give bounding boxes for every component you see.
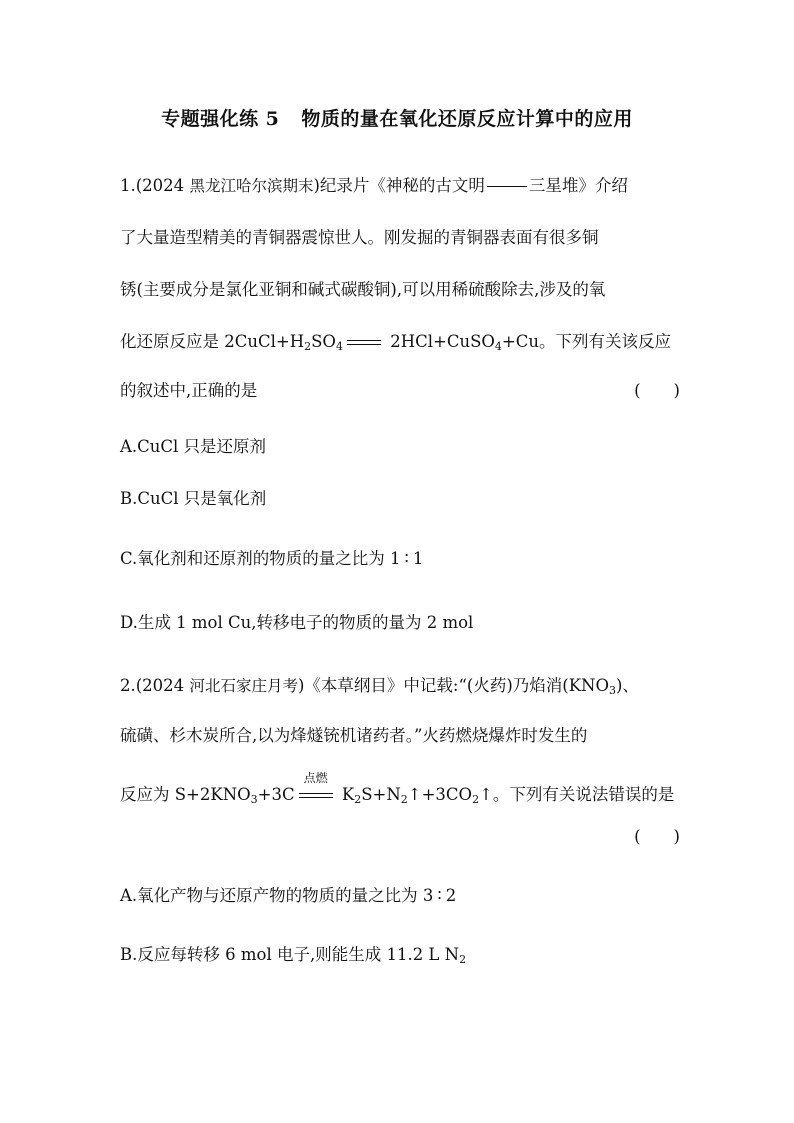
q1-line-1: 1.(2024 黑龙江哈尔滨期末)纪录片《神秘的古文明 三星堆》介绍: [120, 176, 628, 195]
q1-answer-blank: ( ): [634, 381, 680, 400]
q2-equation-line: 反应为 $S+2KNO_3+3C$ 点燃 $K_2S+N_2↑+3CO_2↑$。下列有关说法错误的是: [120, 782, 680, 813]
q1-line-5: 的叙述中,正确的是 ( ): [120, 378, 680, 404]
reaction-condition: 点燃: [303, 770, 328, 785]
q1-line-2: 了大量造型精美的青铜器震惊世人。刚发掘的青铜器表面有很多铜: [120, 228, 599, 247]
q1-source: 黑龙江哈尔滨期末: [189, 177, 314, 195]
title-topic: 物质的量在氧化还原反应计算中的应用: [301, 108, 633, 130]
reaction-equals-sign: [347, 338, 381, 348]
q2-line-1: 2.(2024 河北石家庄月考)《本草纲目》中记载:“(火药)乃焰消$(KNO_3)$、: [120, 676, 639, 697]
q1-line-3: 锈(主要成分是氯化亚铜和碱式碳酸铜),可以用稀硫酸除去,涉及的氧: [120, 280, 606, 299]
q2-number: 2.: [120, 676, 136, 695]
q2-source: 河北石家庄月考: [189, 677, 298, 695]
title-series: 专题强化练 5: [161, 108, 280, 130]
em-dash-line: [487, 186, 527, 187]
q1-option-d: D.生成 1 mol Cu,转移电子的物质的量为 2 mol: [120, 613, 474, 632]
reaction-equals-sign: [299, 770, 333, 801]
q2-option-b: B.反应每转移 6 mol 电子,则能生成 11.2 L $N_2$: [120, 945, 467, 966]
q2-option-a: A.氧化产物与还原产物的物质的量之比为 3 ∶ 2: [120, 886, 457, 905]
q1-option-b: B.CuCl 只是氧化剂: [120, 489, 267, 508]
q2-line-2: 硫磺、杉木炭所合,以为烽燧铳机诸药者。”火药燃烧爆炸时发生的: [120, 726, 588, 745]
q1-option-c: C.氧化剂和还原剂的物质的量之比为 1 ∶ 1: [120, 549, 424, 568]
page-title: [0, 104, 794, 131]
q1-option-a: A.CuCl 只是还原剂: [120, 437, 267, 456]
q1-number: 1.: [120, 176, 136, 195]
q1-equation-line: 化还原反应是 $2CuCl+H_2SO_4$ 2HCl+CuSO$_4$+Cu。下列有关该反应: [120, 332, 671, 353]
q2-answer-blank: ( ): [634, 827, 680, 846]
